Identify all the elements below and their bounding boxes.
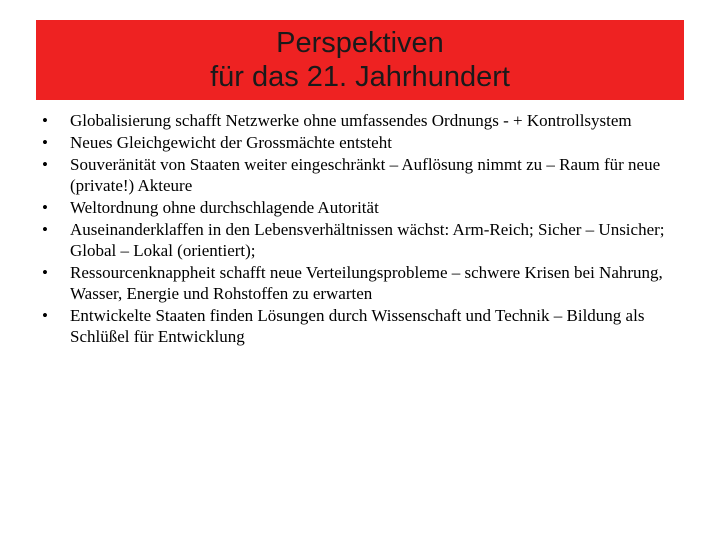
bullet-item-souveraenitaet bbox=[36, 154, 676, 196]
bullet-dot-icon: • bbox=[42, 133, 48, 152]
bullet-text: Neues Gleichgewicht der Grossmächte entsteht bbox=[70, 133, 392, 152]
bullet-dot-icon: • bbox=[42, 198, 48, 217]
bullet-text: Souveränität von Staaten weiter eingeschränkt – Auflösung nimmt zu – Raum für neue (private!) Akteure bbox=[70, 155, 661, 195]
bullet-item-entwicklung bbox=[36, 305, 676, 347]
bullet-dot-icon: • bbox=[42, 220, 48, 239]
bullet-item-weltordnung bbox=[36, 197, 676, 218]
bullet-text: Entwickelte Staaten finden Lösungen durch Wissenschaft und Technik – Bildung als Schlüßel für Entwicklung bbox=[70, 306, 645, 346]
bullet-item-gleichgewicht bbox=[36, 132, 676, 153]
bullet-list bbox=[36, 110, 676, 348]
slide-title-line-2: für das 21. Jahrhundert bbox=[210, 61, 510, 93]
slide-title-line-1: Perspektiven bbox=[276, 27, 444, 59]
title-banner bbox=[36, 20, 684, 100]
bullet-text: Weltordnung ohne durchschlagende Autorität bbox=[70, 198, 379, 217]
bullet-text: Ressourcenknappheit schafft neue Verteilungsprobleme – schwere Krisen bei Nahrung, Wasser, Energie und Rohstoffen zu erwarten bbox=[70, 263, 663, 303]
bullet-item-globalisierung bbox=[36, 110, 676, 131]
bullet-dot-icon: • bbox=[42, 111, 48, 130]
bullet-dot-icon: • bbox=[42, 263, 48, 282]
bullet-text: Auseinanderklaffen in den Lebensverhältnissen wächst: Arm-Reich; Sicher – Unsicher; Global – Lokal (orientiert); bbox=[70, 220, 665, 260]
bullet-dot-icon: • bbox=[42, 306, 48, 325]
bullet-text: Globalisierung schafft Netzwerke ohne umfassendes Ordnungs - + Kontrollsystem bbox=[70, 111, 632, 130]
bullet-item-ressourcen bbox=[36, 262, 676, 304]
bullet-item-lebensverhaeltnisse bbox=[36, 219, 676, 261]
bullet-dot-icon: • bbox=[42, 155, 48, 174]
